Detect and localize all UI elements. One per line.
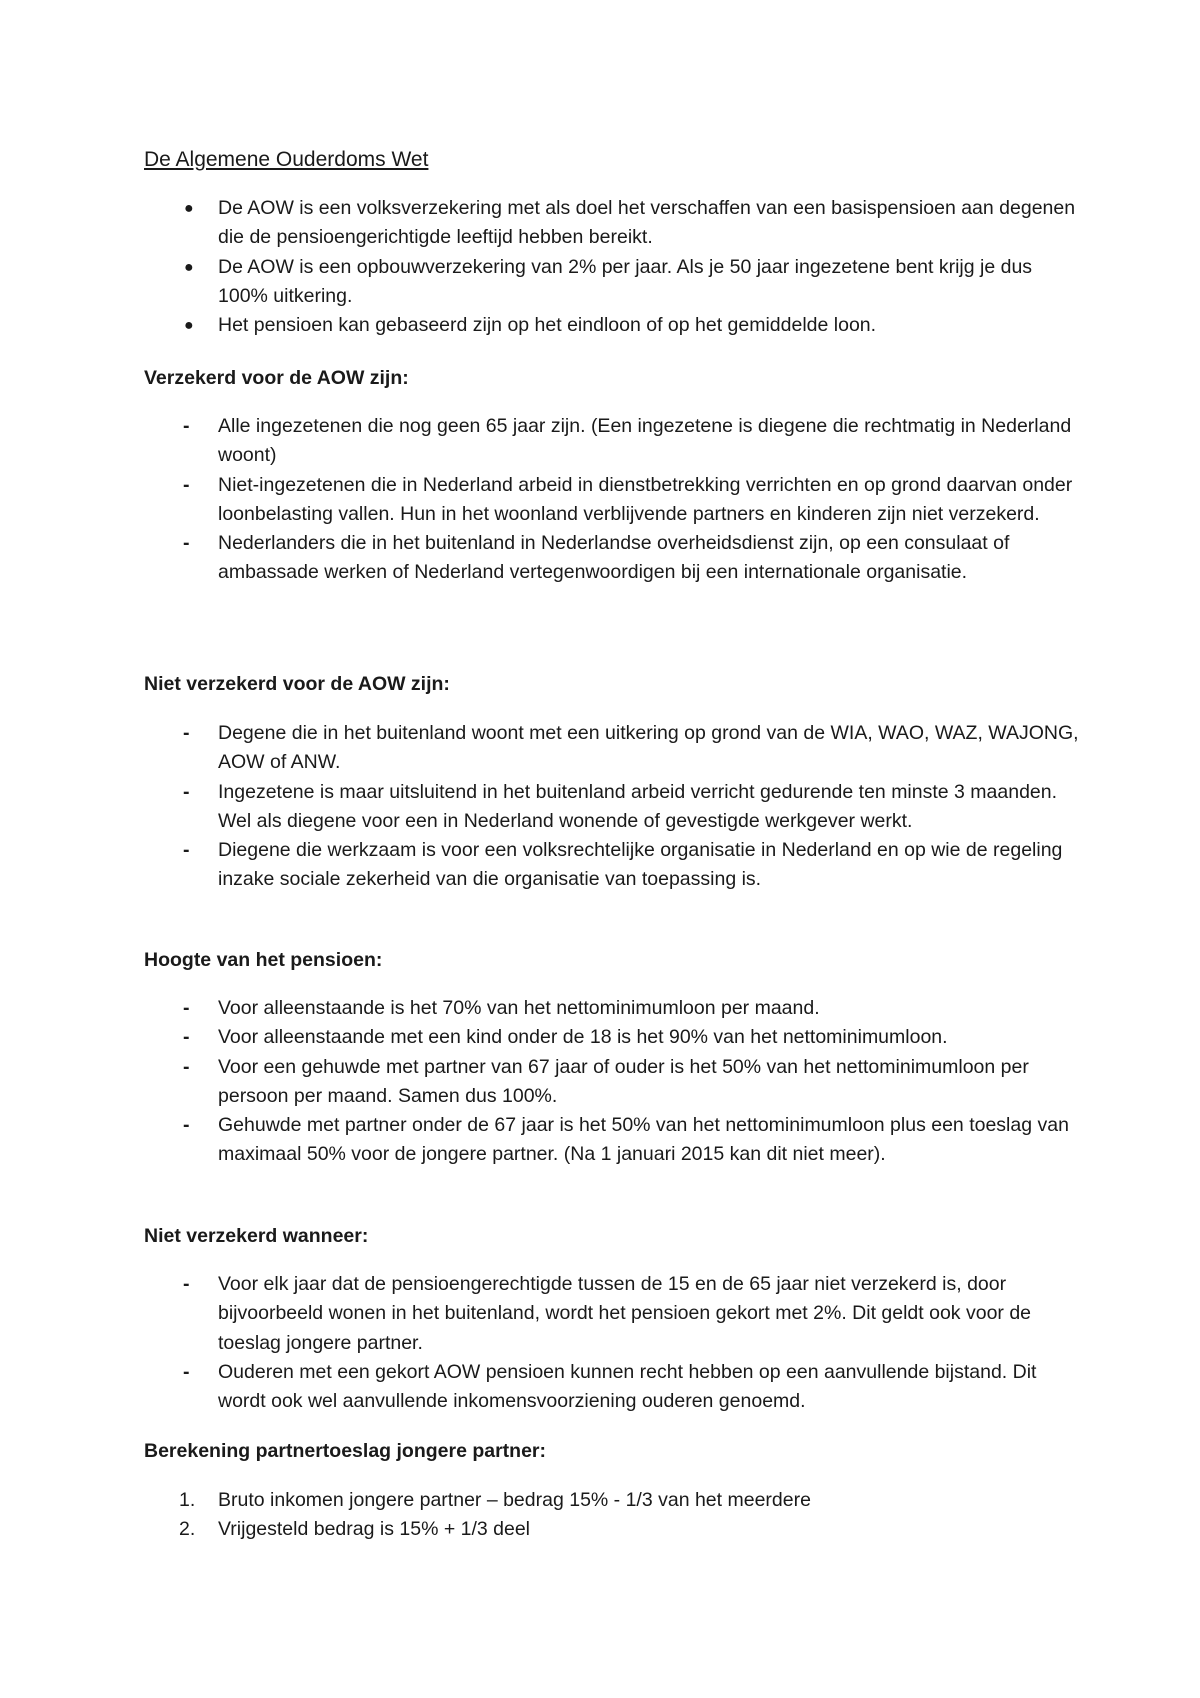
list-item xyxy=(144,778,1084,837)
list-item-text: Bruto inkomen jongere partner – bedrag 15% - 1/3 van het meerdere xyxy=(218,1489,811,1511)
section-heading-niet-verzekerd: Niet verzekerd voor de AOW zijn: xyxy=(144,673,450,695)
section-heading-verzekerd: Verzekerd voor de AOW zijn: xyxy=(144,367,409,389)
list-item xyxy=(144,1358,1084,1417)
list-item-text: Voor elk jaar dat de pensioengerechtigde tussen de 15 en de 65 jaar niet verzekerd is, door bijvoorbeeld wonen in het buitenland, wordt het pensioen gekort met 2%. Dit geldt ook voor de toeslag jongere partner. xyxy=(218,1273,1032,1354)
list-item xyxy=(144,311,1084,340)
dash-icon: - xyxy=(183,780,190,803)
dash-icon: - xyxy=(183,1360,190,1383)
dash-icon: - xyxy=(183,1273,190,1295)
list-item xyxy=(144,253,1084,312)
bullet-icon: ● xyxy=(184,258,194,276)
list-item-text: Ouderen met een gekort AOW pensioen kunnen recht hebben op een aanvullende bijstand. Dit wordt ook wel aanvullende inkomensvoorziening ouderen genoemd. xyxy=(218,1360,1037,1413)
list-item-text: Alle ingezetenen die nog geen 65 jaar zijn. (Een ingezetene is diegene die rechtmatig in Nederland woont) xyxy=(218,415,1072,467)
list-item-text: Voor alleenstaande met een kind onder de 18 is het 90% van het nettominimumloon. xyxy=(218,1026,948,1049)
list-item xyxy=(144,1111,1084,1170)
list-item-text: De AOW is een opbouwverzekering van 2% per jaar. Als je 50 jaar ingezetene bent krijg je dus 100% uitkering. xyxy=(218,255,1033,307)
list-item xyxy=(144,1270,1084,1358)
section-list-berekening xyxy=(144,1486,1084,1545)
dash-icon: - xyxy=(183,1114,190,1137)
list-item-text: Diegene die werkzaam is voor een volksrechtelijke organisatie in Nederland en op wie de regeling inzake sociale zekerheid van die organisatie van toepassing is. xyxy=(218,839,1063,891)
bullet-icon: ● xyxy=(184,200,194,217)
section-list-niet-verzekerd-wanneer xyxy=(144,1270,1084,1416)
list-item xyxy=(144,719,1084,778)
list-number: 2. xyxy=(179,1518,196,1541)
section-heading-berekening: Berekening partnertoeslag jongere partner: xyxy=(144,1440,547,1462)
dash-icon: - xyxy=(183,473,190,496)
dash-icon: - xyxy=(183,415,190,437)
list-item-text: Voor alleenstaande is het 70% van het nettominimumloon per maand. xyxy=(218,997,820,1019)
dash-icon: - xyxy=(183,997,190,1019)
section-list-hoogte xyxy=(144,994,1084,1170)
list-item xyxy=(144,194,1084,253)
intro-list xyxy=(144,194,1084,340)
list-number: 1. xyxy=(179,1489,196,1511)
dash-icon: - xyxy=(183,1026,190,1049)
dash-icon: - xyxy=(183,1055,190,1078)
dash-icon: - xyxy=(183,722,190,744)
list-item xyxy=(144,994,1084,1023)
dash-icon: - xyxy=(183,839,190,862)
list-item xyxy=(144,471,1084,530)
section-list-niet-verzekerd xyxy=(144,719,1084,895)
list-item-text: Het pensioen kan gebaseerd zijn op het eindloon of op het gemiddelde loon. xyxy=(218,314,877,337)
dash-icon: - xyxy=(183,532,190,555)
list-item-text: Voor een gehuwde met partner van 67 jaar of ouder is het 50% van het nettominimumloon per persoon per maand. Samen dus 100%. xyxy=(218,1055,1029,1107)
list-item xyxy=(144,1053,1084,1112)
list-item xyxy=(144,1023,1084,1052)
list-item-text: Nederlanders die in het buitenland in Nederlandse overheidsdienst zijn, op een consulaat of ambassade werken of Nederland vertegenwoordigen bij een internationale organisatie. xyxy=(218,532,1010,584)
section-list-verzekerd xyxy=(144,412,1084,588)
section-heading-hoogte: Hoogte van het pensioen: xyxy=(144,949,383,971)
bullet-icon: ● xyxy=(184,317,194,335)
list-item-text: Vrijgesteld bedrag is 15% + 1/3 deel xyxy=(218,1518,531,1541)
list-item-text: Degene die in het buitenland woont met een uitkering op grond van de WIA, WAO, WAZ, WAJONG, AOW of ANW. xyxy=(218,722,1079,774)
document-title: De Algemene Ouderdoms Wet xyxy=(144,148,429,171)
list-item-text: Niet-ingezetenen die in Nederland arbeid in dienstbetrekking verrichten en op grond daarvan onder loonbelasting vallen. Hun in het woonland verblijvende partners en kinderen zijn niet verzekerd. xyxy=(218,473,1073,525)
list-item-text: Ingezetene is maar uitsluitend in het buitenland arbeid verricht gedurende ten minste 3 maanden. Wel als diegene voor een in Nederland wonende of gevestigde werkgever werkt. xyxy=(218,780,1058,832)
list-item xyxy=(144,529,1084,588)
section-heading-niet-verzekerd-wanneer: Niet verzekerd wanneer: xyxy=(144,1225,369,1247)
list-item-text: De AOW is een volksverzekering met als doel het verschaffen van een basispensioen aan degenen die de pensioengerichtigde leeftijd hebben bereikt. xyxy=(218,197,1076,249)
list-item xyxy=(144,1486,1084,1515)
list-item xyxy=(144,836,1084,895)
list-item xyxy=(144,412,1084,471)
list-item xyxy=(144,1515,1084,1544)
list-item-text: Gehuwde met partner onder de 67 jaar is het 50% van het nettominimumloon plus een toeslag van maximaal 50% voor de jongere partner. (Na 1 januari 2015 kan dit niet meer). xyxy=(218,1114,1069,1166)
